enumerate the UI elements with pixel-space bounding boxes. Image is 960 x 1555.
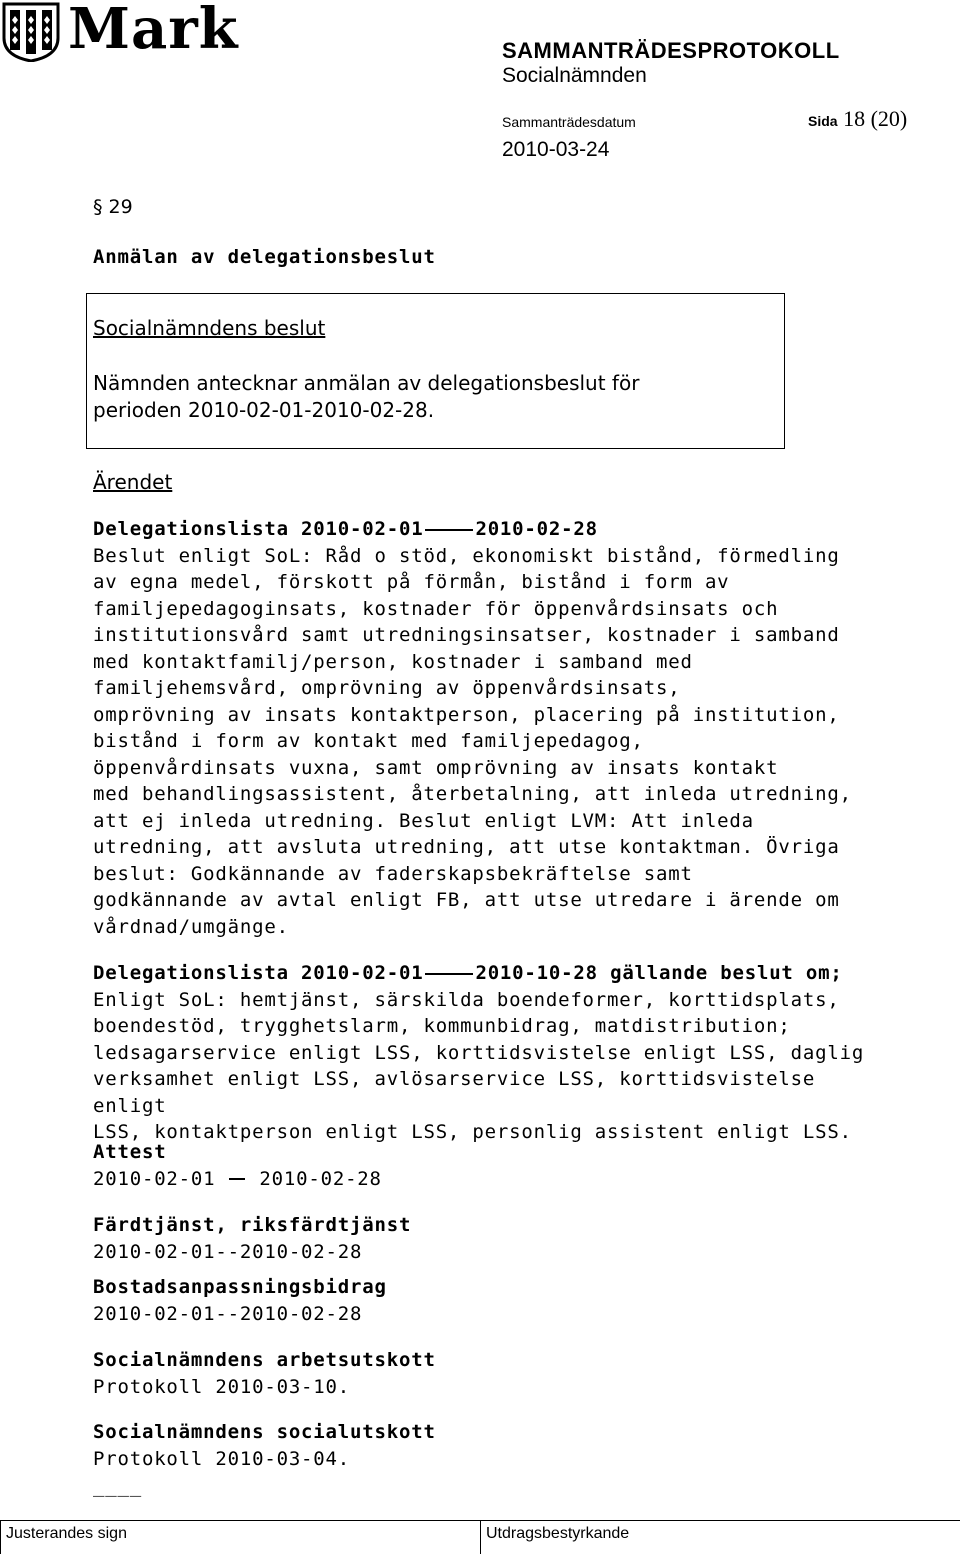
attest-to: 2010-02-28 (259, 1167, 382, 1190)
list-line: med kontaktfamilj/person, kostnader i samband med (93, 650, 693, 673)
section-number: 29 (108, 196, 133, 218)
fardtjanst-section (93, 1212, 893, 1265)
list-line: familjepedagoginsats, kostnader för öppenvårdsinsats och (93, 597, 779, 620)
decision-line: Nämnden antecknar anmälan av delegationsbeslut för (93, 371, 640, 395)
justerandes-sign-label: Justerandes sign (6, 1525, 127, 1542)
list-line: av egna medel, förskott på förmån, bistånd i form av (93, 571, 730, 593)
arendet-heading: Ärendet (93, 470, 173, 494)
attest-period (93, 1166, 893, 1193)
socialutskott-section (93, 1419, 893, 1472)
bostad-heading: Bostadsanpassningsbidrag (93, 1276, 387, 1298)
meeting-date: 2010-03-24 (502, 138, 610, 161)
arbetsutskott-text: Protokoll 2010-03-10. (93, 1375, 351, 1398)
decision-text (93, 370, 753, 424)
socialutskott-heading: Socialnämndens socialutskott (93, 1421, 436, 1443)
list-date-from: Delegationslista 2010-02-01 (93, 962, 424, 984)
municipal-coat-of-arms-icon (2, 2, 60, 62)
end-rule: ____ (93, 1475, 142, 1497)
delegation-list-2 (93, 960, 893, 1146)
paragraph-number (93, 196, 133, 218)
bostad-period: 2010-02-01--2010-02-28 (93, 1302, 363, 1325)
list-line: utredning, att avsluta utredning, att utse kontaktman. Övriga (93, 836, 840, 858)
delegation-list-1 (93, 516, 893, 940)
fardtjanst-heading: Färdtjänst, riksfärdtjänst (93, 1214, 412, 1236)
utdragsbestyrkande-label: Utdragsbestyrkande (486, 1525, 630, 1542)
list-line: LSS, kontaktperson enligt LSS, personlig assistent enligt LSS. (93, 1121, 852, 1143)
list-line: vårdnad/umgänge. (93, 915, 289, 938)
list-line: boendestöd, trygghetslarm, kommunbidrag, matdistribution; (93, 1015, 791, 1037)
page-indicator (808, 106, 907, 132)
meeting-date-label: Sammanträdesdatum (502, 114, 636, 130)
list-line: bistånd i form av kontakt med familjepedagog, (93, 730, 644, 752)
list-heading (93, 516, 893, 543)
arbetsutskott-heading: Socialnämndens arbetsutskott (93, 1349, 436, 1371)
list-date-to: 2010-02-28 (475, 518, 598, 540)
list-line: institutionsvård samt utredningsinsatser, kostnader i samband (93, 624, 840, 646)
socialutskott-text: Protokoll 2010-03-04. (93, 1447, 351, 1470)
list-date-from: Delegationslista 2010-02-01 (93, 518, 424, 540)
dash-rule (425, 529, 473, 531)
footer-divider (0, 1520, 1, 1554)
attest-from: 2010-02-01 (93, 1167, 216, 1190)
page-total: (20) (870, 106, 908, 131)
list-line: Beslut enligt SoL: Råd o stöd, ekonomiskt bistånd, förmedling (93, 544, 840, 567)
dash-rule (425, 973, 473, 975)
dash-rule (229, 1178, 245, 1180)
list-line: beslut: Godkännande av faderskapsbekräftelse samt (93, 862, 693, 885)
page-number: 18 (843, 106, 866, 131)
committee-name: Socialnämnden (502, 64, 647, 87)
list-line: ledsagarservice enligt LSS, korttidsvistelse enligt LSS, daglig (93, 1041, 865, 1064)
municipality-logo-text: Mark (68, 0, 239, 62)
list-line: att ej inleda utredning. Beslut enligt LVM: Att inleda (93, 809, 754, 832)
list-line: omprövning av insats kontaktperson, placering på institution, (93, 703, 840, 726)
decision-heading: Socialnämndens beslut (93, 316, 326, 340)
list-heading (93, 960, 893, 987)
arbetsutskott-section (93, 1347, 893, 1400)
bostad-section (93, 1274, 893, 1327)
attest-section (93, 1139, 893, 1192)
list-line: öppenvårdinsats vuxna, samt omprövning av insats kontakt (93, 756, 779, 779)
section-symbol: § (93, 196, 103, 218)
fardtjanst-period: 2010-02-01--2010-02-28 (93, 1240, 363, 1263)
footer-divider (480, 1520, 481, 1554)
list-line: verksamhet enligt LSS, avlösarservice LSS, korttidsvistelse enligt (93, 1068, 816, 1117)
page-label: Sida (808, 113, 838, 129)
list-date-to: 2010-10-28 gällande beslut om; (475, 962, 843, 984)
list-line: med behandlingsassistent, återbetalning, att inleda utredning, (93, 783, 852, 805)
protocol-title: SAMMANTRÄDESPROTOKOLL (502, 38, 840, 63)
decision-line: perioden 2010-02-01-2010-02-28. (93, 398, 435, 422)
attest-heading: Attest (93, 1141, 167, 1163)
list-line: Enligt SoL: hemtjänst, särskilda boendeformer, korttidsplats, (93, 988, 840, 1011)
list-line: familjehemsvård, omprövning av öppenvårdsinsats, (93, 677, 681, 699)
paragraph-title: Anmälan av delegationsbeslut (93, 246, 436, 268)
list-line: godkännande av avtal enligt FB, att utse utredare i ärende om (93, 889, 840, 911)
